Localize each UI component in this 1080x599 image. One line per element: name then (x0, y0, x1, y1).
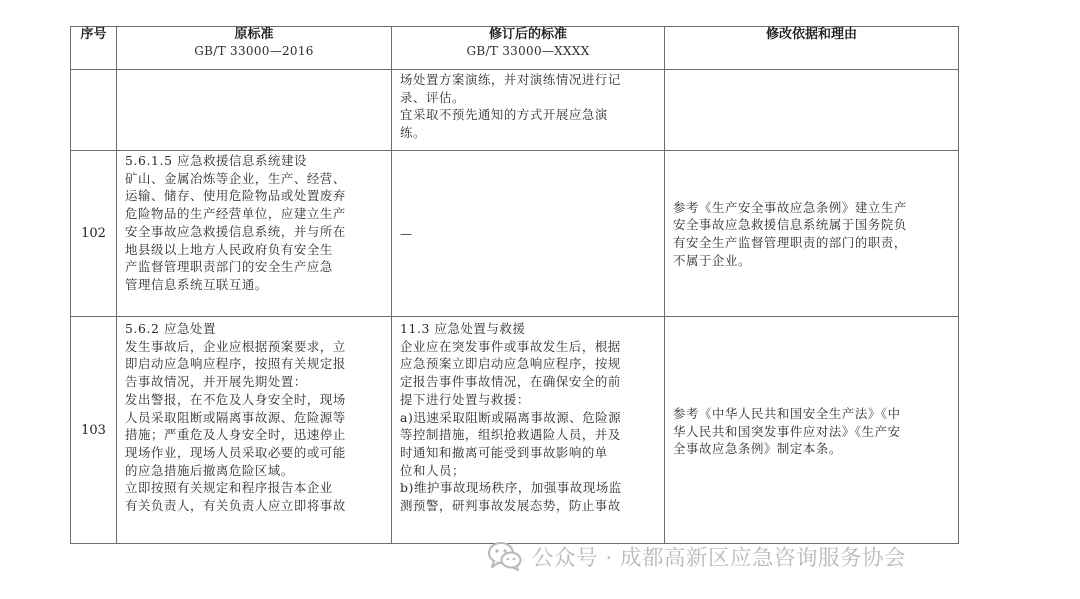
header-revised-code: GB/T 33000—XXXX (466, 44, 590, 58)
row-number (71, 70, 117, 151)
row-number: 102 (71, 151, 117, 317)
revised-cell: — (392, 151, 665, 317)
row-number: 103 (71, 317, 117, 544)
revised-cell: 场处置方案演练，并对演练情况进行记 录、评估。 宜采取不预先通知的方式开展应急演 练。 (392, 70, 665, 151)
table-row (71, 317, 959, 544)
header-reason: 修改依据和理由 (665, 27, 959, 70)
header-number: 序号 (71, 27, 117, 70)
reason-cell (665, 70, 959, 151)
original-cell: 5.6.1.5 应急救援信息系统建设 矿山、金属冶炼等企业，生产、经营、 运输、储存、使用危险物品或处置废弃 危险物品的生产经营单位，应建立生产 安全事故应急救援信息系统，并与所在 地县级以上地方人民政府负有安全生 产监督管理职责部门的安全生产应急 管理信息系统互联互通。 (117, 151, 392, 317)
table-row (71, 151, 959, 317)
wechat-watermark (488, 536, 906, 576)
header-original-title: 原标准 (234, 27, 274, 42)
table-row (71, 70, 959, 151)
header-revised-title: 修订后的标准 (488, 27, 567, 42)
header-original-standard (117, 27, 392, 70)
reason-cell: 参考《中华人民共和国安全生产法》《中 华人民共和国突发事件应对法》《生产安 全事故应急条例》制定本条。 (665, 317, 959, 544)
wechat-icon (488, 541, 522, 571)
standard-comparison-table (70, 26, 959, 544)
header-revised-standard (392, 27, 665, 70)
watermark-text: 公众号 · 成都高新区应急咨询服务协会 (532, 545, 907, 571)
reason-cell: 参考《生产安全事故应急条例》建立生产 安全事故应急救援信息系统属于国务院负 有安全生产监督管理职责的部门的职责， 不属于企业。 (665, 151, 959, 317)
header-original-code: GB/T 33000—2016 (194, 44, 314, 58)
original-cell: 5.6.2 应急处置 发生事故后，企业应根据预案要求，立 即启动应急响应程序，按照有关规定报 告事故情况，并开展先期处置： 发出警报，在不危及人身安全时，现场 人员采取阻断或隔离事故源、危险源等 措施；严重危及人身安全时，迅速停止 现场作业，现场人员采取必要的或可能 的应急措施后撤离危险区域。 立即按照有关规定和程序报告本企业 有关负责人，有关负责人应立即将事故 (117, 317, 392, 544)
revised-cell: 11.3 应急处置与救援 企业应在突发事件或事故发生后，根据 应急预案立即启动应急响应程序，按规 定报告事件事故情况，在确保安全的前 提下进行处置与救援： a)迅速采取阻断或隔离事故源、危险源 等控制措施，组织抢救遇险人员，并及 时通知和撤离可能受到事故影响的单 位和人员； b)维护事故现场秩序，加强事故现场监 测预警，研判事故发展态势，防止事故 (392, 317, 665, 544)
original-cell (117, 70, 392, 151)
table-header-row (71, 27, 959, 70)
